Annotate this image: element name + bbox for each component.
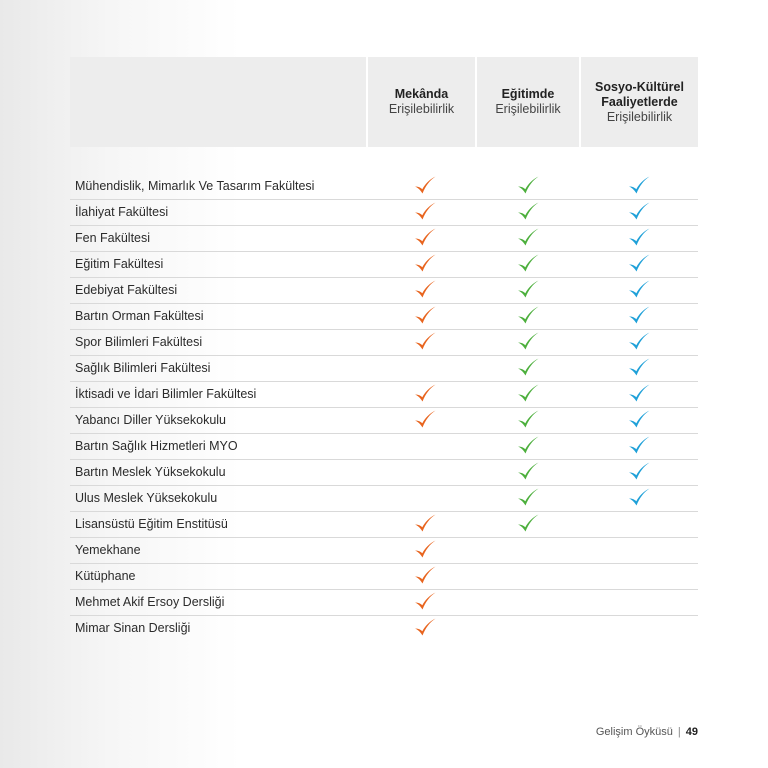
header-egitim-subtitle: Erişilebilirlik xyxy=(495,102,561,116)
row-label: Eğitim Fakültesi xyxy=(75,257,164,271)
checkmark-icon xyxy=(516,305,540,327)
table-row xyxy=(70,434,698,460)
row-label: Bartın Orman Fakültesi xyxy=(75,309,204,323)
row-label: Spor Bilimleri Fakültesi xyxy=(75,335,203,349)
row-label: Sağlık Bilimleri Fakültesi xyxy=(75,361,211,375)
table-row xyxy=(70,356,698,382)
table-row xyxy=(70,564,698,590)
table-row xyxy=(70,486,698,512)
checkmark-icon xyxy=(627,227,651,249)
checkmark-icon xyxy=(516,357,540,379)
row-label: Yabancı Diller Yüksekokulu xyxy=(75,413,227,427)
table-body xyxy=(70,174,698,642)
checkmark-icon xyxy=(516,383,540,405)
checkmark-icon xyxy=(627,305,651,327)
header-blank-cell xyxy=(70,57,366,147)
checkmark-icon xyxy=(516,331,540,353)
table-row xyxy=(70,330,698,356)
checkmark-icon xyxy=(627,279,651,301)
row-label: Bartın Meslek Yüksekokulu xyxy=(75,465,226,479)
row-label: Edebiyat Fakültesi xyxy=(75,283,178,297)
checkmark-icon xyxy=(516,487,540,509)
checkmark-icon xyxy=(627,409,651,431)
row-label: Mimar Sinan Dersliği xyxy=(75,621,191,635)
checkmark-icon xyxy=(516,461,540,483)
table-row xyxy=(70,512,698,538)
checkmark-icon xyxy=(516,279,540,301)
checkmark-icon xyxy=(627,331,651,353)
table-row xyxy=(70,382,698,408)
page-number: 49 xyxy=(685,726,698,738)
header-sosyo xyxy=(581,57,698,147)
row-label: Lisansüstü Eğitim Enstitüsü xyxy=(75,517,228,531)
table-row xyxy=(70,590,698,616)
checkmark-icon xyxy=(413,227,437,249)
checkmark-icon xyxy=(413,513,437,535)
checkmark-icon xyxy=(413,253,437,275)
table-row xyxy=(70,200,698,226)
checkmark-icon xyxy=(627,383,651,405)
table-row xyxy=(70,304,698,330)
checkmark-icon xyxy=(516,513,540,535)
checkmark-icon xyxy=(413,331,437,353)
header-sosyo-subtitle: Erişilebilirlik xyxy=(606,109,673,124)
table-row xyxy=(70,616,698,642)
table-row xyxy=(70,538,698,564)
checkmark-icon xyxy=(413,565,437,587)
row-label: Yemekhane xyxy=(75,543,141,557)
checkmark-icon xyxy=(413,305,437,327)
checkmark-icon xyxy=(413,591,437,613)
checkmark-icon xyxy=(627,253,651,275)
row-label: Bartın Sağlık Hizmetleri MYO xyxy=(75,439,238,453)
row-label: Ulus Meslek Yüksekokulu xyxy=(75,491,218,505)
header-mekan-subtitle: Erişilebilirlik xyxy=(388,102,455,116)
checkmark-icon xyxy=(516,435,540,457)
checkmark-icon xyxy=(516,175,540,197)
checkmark-icon xyxy=(516,227,540,249)
footer-section: Gelişim Öyküsü xyxy=(595,726,673,738)
row-label: Fen Fakültesi xyxy=(75,231,151,245)
table-row xyxy=(70,460,698,486)
checkmark-icon xyxy=(627,487,651,509)
checkmark-icon xyxy=(627,175,651,197)
checkmark-icon xyxy=(627,201,651,223)
table-row xyxy=(70,226,698,252)
checkmark-icon xyxy=(413,383,437,405)
checkmark-icon xyxy=(413,409,437,431)
header-sosyo-title: Sosyo-Kültürel Faaliyetlerde xyxy=(595,79,684,109)
accessibility-table xyxy=(70,57,698,635)
header-mekan xyxy=(368,57,475,147)
table-row xyxy=(70,174,698,200)
checkmark-icon xyxy=(413,201,437,223)
checkmark-icon xyxy=(413,617,437,639)
checkmark-icon xyxy=(627,357,651,379)
header-mekan-title: Mekânda xyxy=(394,87,449,101)
footer-separator: | xyxy=(677,726,681,738)
row-label: Kütüphane xyxy=(75,569,136,583)
checkmark-icon xyxy=(413,175,437,197)
checkmark-icon xyxy=(516,409,540,431)
checkmark-icon xyxy=(516,201,540,223)
table-row xyxy=(70,252,698,278)
row-label: İlahiyat Fakültesi xyxy=(75,205,169,219)
header-egitim xyxy=(477,57,579,147)
table-header xyxy=(70,57,698,147)
checkmark-icon xyxy=(516,253,540,275)
page-footer xyxy=(596,726,698,738)
header-egitim-title: Eğitimde xyxy=(501,87,555,101)
checkmark-icon xyxy=(627,435,651,457)
checkmark-icon xyxy=(413,279,437,301)
checkmark-icon xyxy=(627,461,651,483)
row-label: Mühendislik, Mimarlık Ve Tasarım Fakültesi xyxy=(75,179,315,193)
table-row xyxy=(70,278,698,304)
row-label: İktisadi ve İdari Bilimler Fakültesi xyxy=(75,387,257,401)
table-row xyxy=(70,408,698,434)
row-label: Mehmet Akif Ersoy Dersliği xyxy=(75,595,225,609)
checkmark-icon xyxy=(413,539,437,561)
